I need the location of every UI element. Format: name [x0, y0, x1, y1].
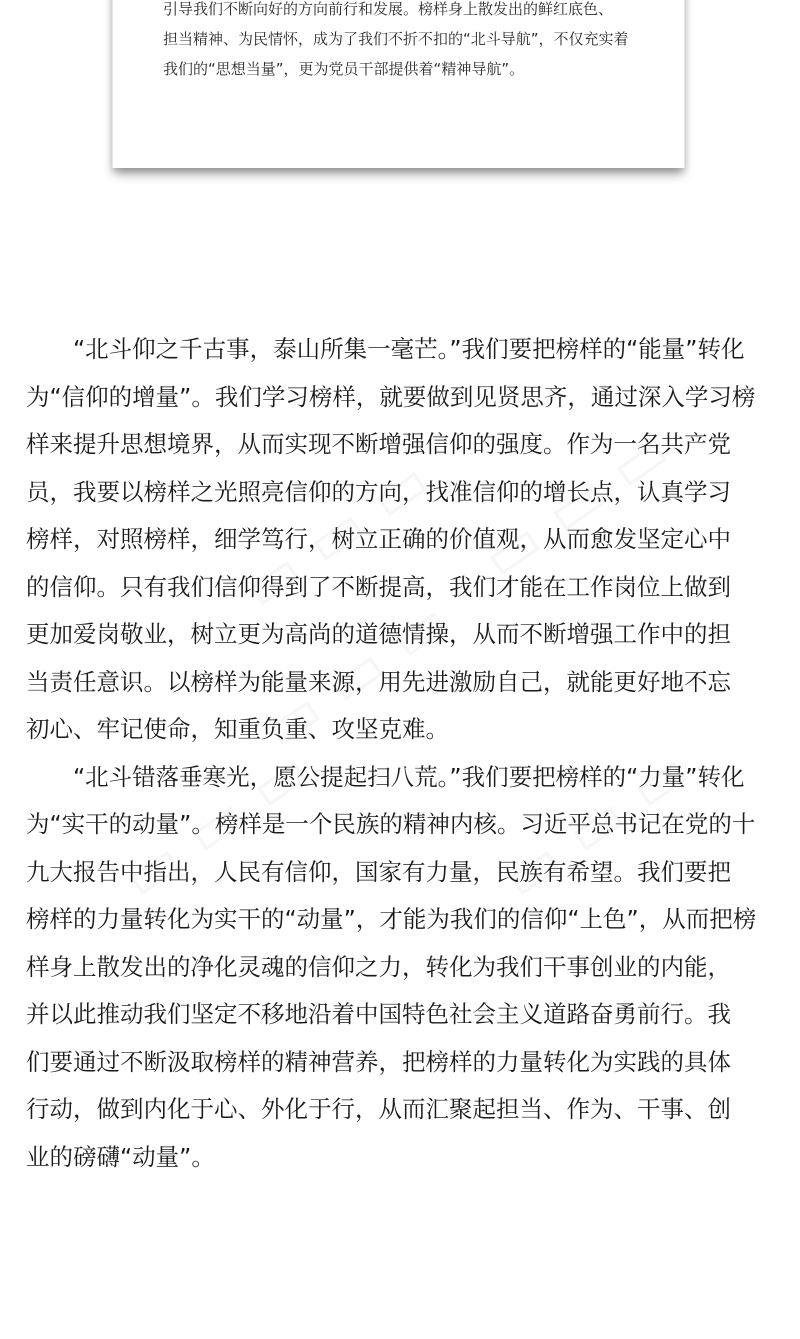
quote-card [112, 0, 685, 168]
article-line: 榜样，对照榜样，细学笃行，树立正确的价值观，从而愈发坚定心中 [26, 525, 731, 553]
article-line: 样来提升思想境界，从而实现不断增强信仰的强度。作为一名共产党 [26, 430, 731, 458]
article-line: 并以此推动我们坚定不移地沿着中国特色社会主义道路奋勇前行。我 [26, 1000, 731, 1028]
article-body [26, 326, 778, 1181]
article-line: 为“实干的动量”。榜样是一个民族的精神内核。习近平总书记在党的十 [26, 810, 756, 838]
quote-line: 引导我们不断向好的方向前行和发展。榜样身上散发出的鲜红底色、 [163, 0, 614, 18]
quote-text [163, 0, 663, 84]
quote-line: 我们的“思想当量”，更为党员干部提供着“精神导航”。 [163, 60, 525, 78]
article-line: 更加爱岗敬业，树立更为高尚的道德情操，从而不断增强工作中的担 [26, 620, 731, 648]
quote-line: 担当精神、为民情怀，成为了我们不折不扣的“北斗导航”，不仅充实着 [163, 30, 629, 48]
article-line: 样身上散发出的净化灵魂的信仰之力，转化为我们干事创业的内能， [26, 952, 731, 981]
article-line: 业的磅礴“动量”。 [26, 1142, 215, 1171]
article-line: 的信仰。只有我们信仰得到了不断提高，我们才能在工作岗位上做到 [26, 572, 731, 601]
article-line: 当责任意识。以榜样为能量来源，用先进激励自己，就能更好地不忘 [26, 667, 731, 696]
article-line: 们要通过不断汲取榜样的精神营养，把榜样的力量转化为实践的具体 [26, 1047, 731, 1076]
article-line: 员，我要以榜样之光照亮信仰的方向，找准信仰的增长点，认真学习 [26, 477, 731, 506]
article-line: 九大报告中指出，人民有信仰，国家有力量，民族有希望。我们要把 [26, 857, 731, 886]
article-line: “北斗仰之千古事，泰山所集一毫芒。”我们要把榜样的“能量”转化 [26, 335, 745, 363]
article-line: 行动，做到内化于心、外化于行，从而汇聚起担当、作为、干事、创 [26, 1095, 731, 1123]
article-line: 初心、牢记使命，知重负重、攻坚克难。 [26, 715, 449, 743]
article-line: 为“信仰的增量”。我们学习榜样，就要做到见贤思齐，通过深入学习榜 [26, 382, 756, 411]
article-line: 榜样的力量转化为实干的“动量”，才能为我们的信仰“上色”，从而把榜 [26, 905, 757, 933]
article-line: “北斗错落垂寒光，愿公提起扫八荒。”我们要把榜样的“力量”转化 [26, 762, 745, 791]
